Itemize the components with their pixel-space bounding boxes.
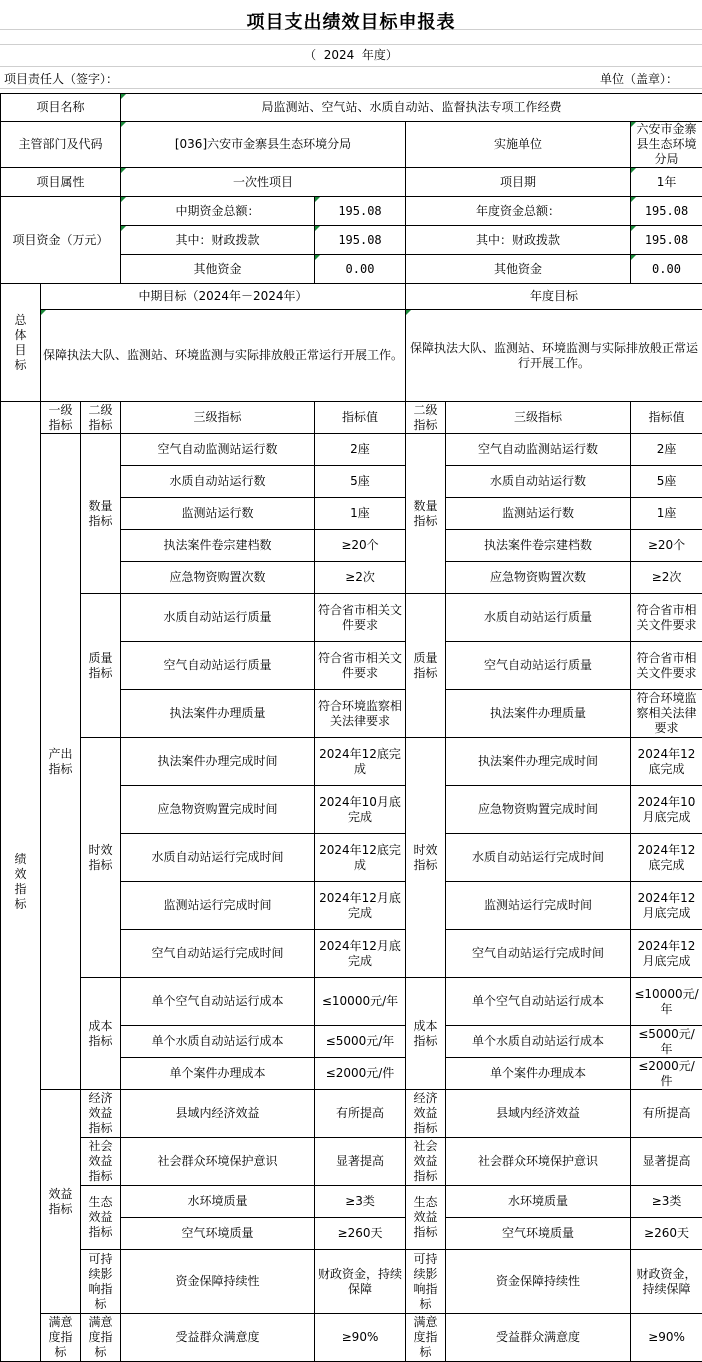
mid-indicator-value: 符合环境监察相关法律要求 <box>315 690 406 738</box>
year-indicator-name: 空气自动监测站运行数 <box>446 434 631 466</box>
mid-indicator-value: 符合省市相关文件要求 <box>315 642 406 690</box>
indicator-row <box>1 1250 702 1314</box>
year-indicator-value: 2024年12底完成 <box>631 834 702 882</box>
indicator-row <box>1 1090 702 1138</box>
year-goal-header: 年度目标 <box>406 284 702 310</box>
year-indicator-value: ≥260天 <box>631 1218 702 1250</box>
impl-unit-value: 六安市金寨县生态环境分局 <box>631 122 702 168</box>
year-quantity-indicator-label: 数量指标 <box>406 434 446 594</box>
mid-indicator-name: 应急物资购置次数 <box>121 562 315 594</box>
year-indicator-value: 2座 <box>631 434 702 466</box>
mid-benefit-indicator-label: 效益指标 <box>41 1090 81 1314</box>
year-indicator-value: 符合省市相关文件要求 <box>631 594 702 642</box>
mid-indicator-name: 社会群众环境保护意识 <box>121 1138 315 1186</box>
level2-header: 二级指标 <box>81 402 121 434</box>
project-period-label: 项目期 <box>406 168 631 197</box>
year-indicator-value: ≤5000元/年 <box>631 1026 702 1058</box>
mid-total-label: 中期资金总额： <box>121 197 315 226</box>
indicator-row <box>1 1186 702 1218</box>
year-indicator-name: 水质自动站运行质量 <box>446 594 631 642</box>
report-year: （ 2024 年度） <box>0 46 702 63</box>
impl-unit-label: 实施单位 <box>406 122 631 168</box>
mid-indicator-value: 2024年12底完成 <box>315 738 406 786</box>
mid-output-indicator-label: 产出指标 <box>41 434 81 1090</box>
mid-other-label: 其他资金 <box>121 255 315 284</box>
mid-indicator-value: ≥90% <box>315 1314 406 1362</box>
mid-indicator-name: 空气自动监测站运行数 <box>121 434 315 466</box>
mid-quantity-indicator-label: 数量指标 <box>81 434 121 594</box>
year-indicator-name: 执法案件卷宗建档数 <box>446 530 631 562</box>
year-indicator-name: 单个空气自动站运行成本 <box>446 978 631 1026</box>
mid-indicator-value: ≤2000元/件 <box>315 1058 406 1090</box>
year-sustainability-label: 可持续影响指标 <box>406 1250 446 1314</box>
mid-indicator-name: 空气自动站运行完成时间 <box>121 930 315 978</box>
year-indicator-value: 财政资金，持续保障 <box>631 1250 702 1314</box>
year-time-indicator-label: 时效指标 <box>406 738 446 978</box>
year-indicator-value: 2024年12月底完成 <box>631 930 702 978</box>
performance-table <box>0 93 702 1362</box>
year-indicator-name: 空气自动站运行完成时间 <box>446 930 631 978</box>
year-indicator-name: 应急物资购置完成时间 <box>446 786 631 834</box>
mid-indicator-name: 应急物资购置完成时间 <box>121 786 315 834</box>
year-indicator-value: 1座 <box>631 498 702 530</box>
year-indicator-value: ≥90% <box>631 1314 702 1362</box>
mid-fiscal-label: 其中：财政拨款 <box>121 226 315 255</box>
year-indicator-value: ≥2次 <box>631 562 702 594</box>
year-fiscal-value: 195.08 <box>631 226 702 255</box>
mid-satisfaction-level1-label: 满意度指标 <box>41 1314 81 1362</box>
year-indicator-value: ≤10000元/年 <box>631 978 702 1026</box>
year-indicator-name: 水环境质量 <box>446 1186 631 1218</box>
responsible-person-label: 项目责任人（签字）： <box>4 70 118 87</box>
year-indicator-name: 社会群众环境保护意识 <box>446 1138 631 1186</box>
year-indicator-value: 2024年12月底完成 <box>631 882 702 930</box>
mid-indicator-value: 2024年12底完成 <box>315 834 406 882</box>
year-indicator-name: 水质自动站运行数 <box>446 466 631 498</box>
year-indicator-name: 水质自动站运行完成时间 <box>446 834 631 882</box>
year-indicator-value: ≥20个 <box>631 530 702 562</box>
mid-ecological-benefit-label: 生态效益指标 <box>81 1186 121 1250</box>
year-level2-header: 二级指标 <box>406 402 446 434</box>
indicator-row <box>1 738 702 786</box>
project-attr-label: 项目属性 <box>1 168 121 197</box>
mid-indicator-value: 5座 <box>315 466 406 498</box>
mid-indicator-name: 执法案件办理完成时间 <box>121 738 315 786</box>
mid-other-value: 0.00 <box>315 255 406 284</box>
mid-indicator-name: 执法案件办理质量 <box>121 690 315 738</box>
mid-indicator-value: ≥3类 <box>315 1186 406 1218</box>
mid-indicator-value: 2024年12月底完成 <box>315 930 406 978</box>
overall-goal-label: 总体目标 <box>1 284 41 402</box>
mid-cost-indicator-label: 成本指标 <box>81 978 121 1090</box>
mid-quality-indicator-label: 质量指标 <box>81 594 121 738</box>
mid-indicator-value: ≤5000元/年 <box>315 1026 406 1058</box>
year-quality-indicator-label: 质量指标 <box>406 594 446 738</box>
mid-indicator-value: 2024年12月底完成 <box>315 882 406 930</box>
year-indicator-name: 单个案件办理成本 <box>446 1058 631 1090</box>
mid-economic-benefit-label: 经济效益指标 <box>81 1090 121 1138</box>
indicator-row <box>1 1314 702 1362</box>
year-indicator-name: 执法案件办理完成时间 <box>446 738 631 786</box>
year-goal-text: 保障执法大队、监测站、环境监测与实际排放般正常运行开展工作。 <box>406 310 702 402</box>
sheet-gridline <box>0 88 702 89</box>
year-indicator-value: ≥3类 <box>631 1186 702 1218</box>
year-indicator-value: 5座 <box>631 466 702 498</box>
year-indicator-name: 县域内经济效益 <box>446 1090 631 1138</box>
year-indicator-name: 监测站运行完成时间 <box>446 882 631 930</box>
year-indicator-name: 空气自动站运行质量 <box>446 642 631 690</box>
project-funds-label: 项目资金（万元） <box>1 197 121 284</box>
year-indicator-name: 资金保障持续性 <box>446 1250 631 1314</box>
mid-social-benefit-label: 社会效益指标 <box>81 1138 121 1186</box>
mid-indicator-name: 监测站运行数 <box>121 498 315 530</box>
mid-indicator-value: 符合省市相关文件要求 <box>315 594 406 642</box>
mid-goal-text: 保障执法大队、监测站、环境监测与实际排放般正常运行开展工作。 <box>41 310 406 402</box>
year-indicator-value: 有所提高 <box>631 1090 702 1138</box>
year-indicator-name: 执法案件办理质量 <box>446 690 631 738</box>
year-economic-benefit-label: 经济效益指标 <box>406 1090 446 1138</box>
mid-satisfaction-level2-label: 满意度指标 <box>81 1314 121 1362</box>
project-period-value: 1年 <box>631 168 702 197</box>
mid-indicator-value: ≥20个 <box>315 530 406 562</box>
mid-goal-header: 中期目标（2024年－2024年） <box>41 284 406 310</box>
year-total-label: 年度资金总额： <box>406 197 631 226</box>
mid-total-value: 195.08 <box>315 197 406 226</box>
mid-indicator-name: 空气自动站运行质量 <box>121 642 315 690</box>
mid-indicator-value: 2024年10月底完成 <box>315 786 406 834</box>
mid-indicator-name: 执法案件卷宗建档数 <box>121 530 315 562</box>
mid-indicator-name: 监测站运行完成时间 <box>121 882 315 930</box>
mid-indicator-value: 1座 <box>315 498 406 530</box>
mid-indicator-value: 有所提高 <box>315 1090 406 1138</box>
sheet-gridline <box>0 44 702 45</box>
indicator-row <box>1 978 702 1026</box>
mid-indicator-value: 显著提高 <box>315 1138 406 1186</box>
mid-indicator-name: 单个水质自动站运行成本 <box>121 1026 315 1058</box>
year-other-label: 其他资金 <box>406 255 631 284</box>
mid-indicator-name: 受益群众满意度 <box>121 1314 315 1362</box>
indicator-row <box>1 594 702 642</box>
unit-stamp-label: 单位（盖章）： <box>600 70 678 87</box>
mid-indicator-name: 水质自动站运行数 <box>121 466 315 498</box>
year-indicator-value: 2024年10月底完成 <box>631 786 702 834</box>
year-indicator-name: 单个水质自动站运行成本 <box>446 1026 631 1058</box>
mid-value-header: 指标值 <box>315 402 406 434</box>
mid-indicator-name: 水质自动站运行完成时间 <box>121 834 315 882</box>
dept-value: [036]六安市金寨县生态环境分局 <box>121 122 406 168</box>
mid-indicator-value: ≥2次 <box>315 562 406 594</box>
mid-indicator-name: 水质自动站运行质量 <box>121 594 315 642</box>
mid-indicator-name: 县域内经济效益 <box>121 1090 315 1138</box>
year-ecological-benefit-label: 生态效益指标 <box>406 1186 446 1250</box>
year-level3-header: 三级指标 <box>446 402 631 434</box>
dept-label: 主管部门及代码 <box>1 122 121 168</box>
mid-indicator-value: 财政资金，持续保障 <box>315 1250 406 1314</box>
mid-indicator-name: 资金保障持续性 <box>121 1250 315 1314</box>
report-title: 项目支出绩效目标申报表 <box>0 8 702 34</box>
year-fiscal-label: 其中：财政拨款 <box>406 226 631 255</box>
year-other-value: 0.00 <box>631 255 702 284</box>
year-indicator-name: 监测站运行数 <box>446 498 631 530</box>
mid-indicator-name: 单个案件办理成本 <box>121 1058 315 1090</box>
year-indicator-value: 符合环境监察相关法律要求 <box>631 690 702 738</box>
mid-indicator-name: 水环境质量 <box>121 1186 315 1218</box>
mid-sustainability-label: 可持续影响指标 <box>81 1250 121 1314</box>
indicator-row <box>1 1138 702 1186</box>
level1-header: 一级指标 <box>41 402 81 434</box>
year-indicator-value: 符合省市相关文件要求 <box>631 642 702 690</box>
year-social-benefit-label: 社会效益指标 <box>406 1138 446 1186</box>
year-indicator-name: 空气环境质量 <box>446 1218 631 1250</box>
mid-indicator-name: 空气环境质量 <box>121 1218 315 1250</box>
mid-indicator-value: ≤10000元/年 <box>315 978 406 1026</box>
year-satisfaction-level2-label: 满意度指标 <box>406 1314 446 1362</box>
mid-level3-header: 三级指标 <box>121 402 315 434</box>
year-total-value: 195.08 <box>631 197 702 226</box>
year-indicator-value: 2024年12底完成 <box>631 738 702 786</box>
project-name-value: 局监测站、空气站、水质自动站、监督执法专项工作经费 <box>121 94 702 122</box>
year-value-header: 指标值 <box>631 402 702 434</box>
mid-indicator-name: 单个空气自动站运行成本 <box>121 978 315 1026</box>
sheet-gridline <box>0 66 702 67</box>
year-indicator-name: 应急物资购置次数 <box>446 562 631 594</box>
project-name-label: 项目名称 <box>1 94 121 122</box>
indicator-row <box>1 434 702 466</box>
mid-indicator-value: 2座 <box>315 434 406 466</box>
mid-time-indicator-label: 时效指标 <box>81 738 121 978</box>
year-indicator-value: 显著提高 <box>631 1138 702 1186</box>
project-attr-value: 一次性项目 <box>121 168 406 197</box>
year-indicator-name: 受益群众满意度 <box>446 1314 631 1362</box>
mid-indicator-value: ≥260天 <box>315 1218 406 1250</box>
mid-fiscal-value: 195.08 <box>315 226 406 255</box>
perf-indicator-label: 绩效指标 <box>1 402 41 1362</box>
year-cost-indicator-label: 成本指标 <box>406 978 446 1090</box>
year-indicator-value: ≤2000元/件 <box>631 1058 702 1090</box>
